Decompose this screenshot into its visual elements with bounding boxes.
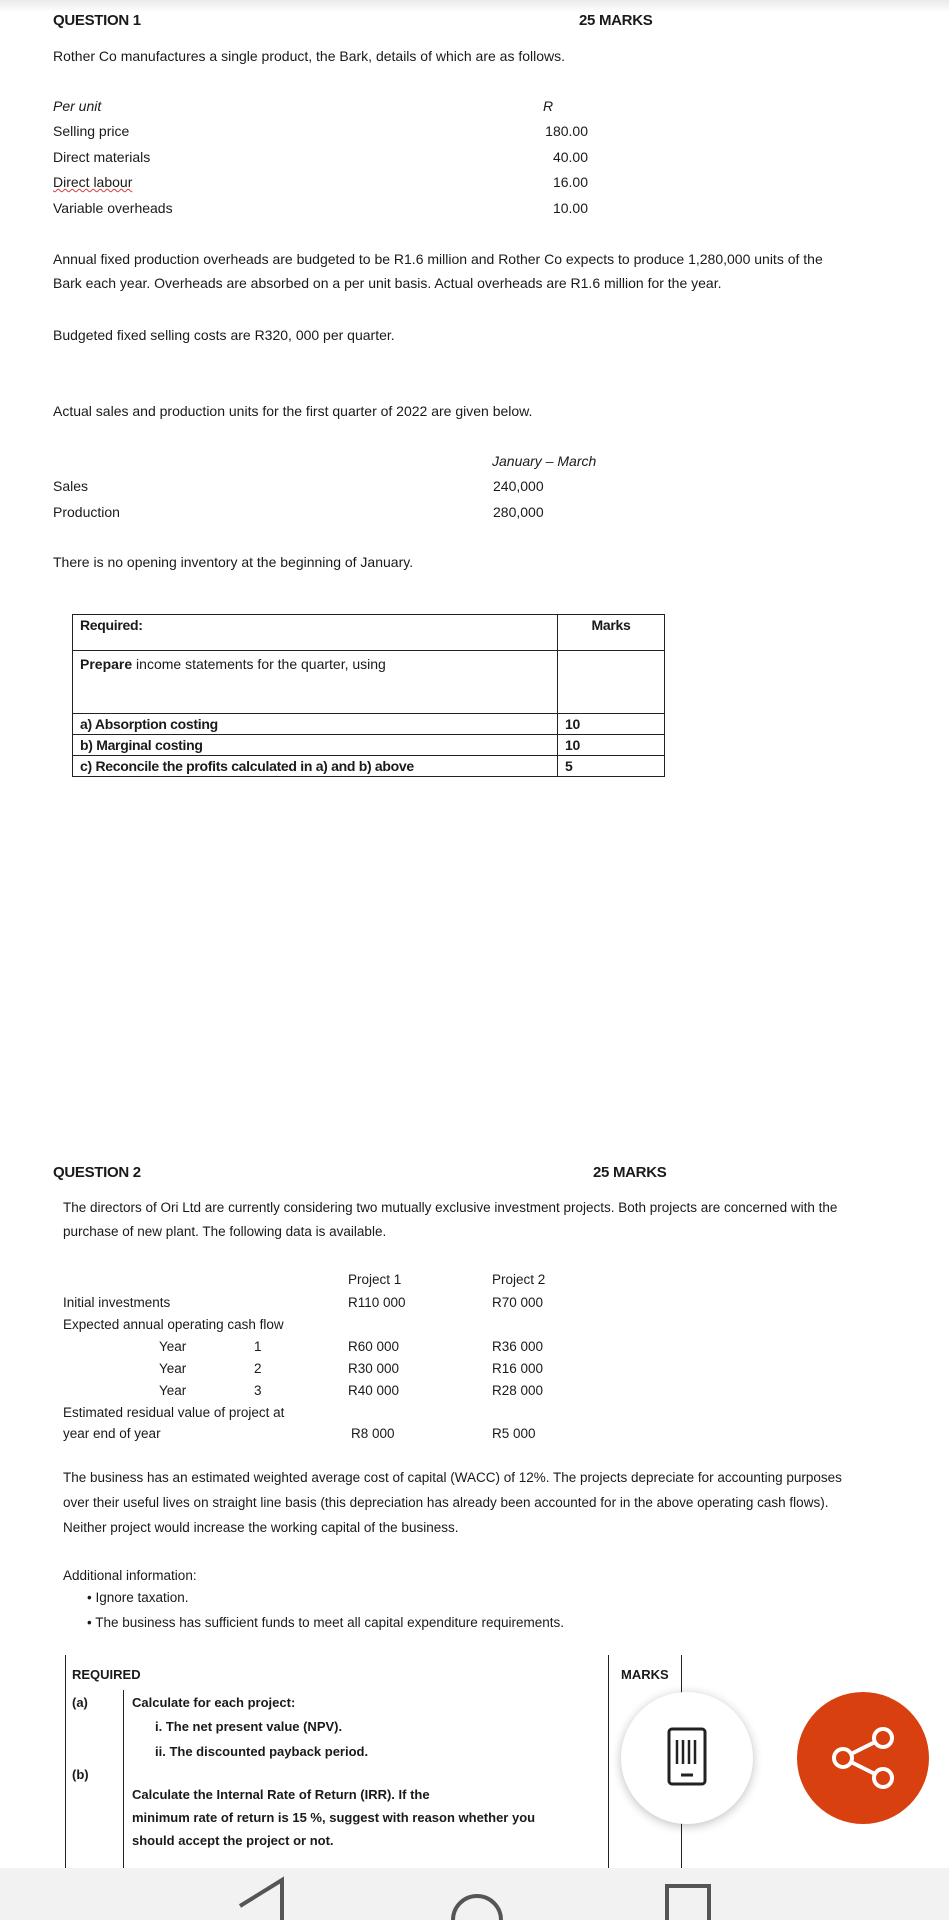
- year-p1: R60 000: [348, 1339, 400, 1354]
- year-label: Year: [159, 1339, 187, 1354]
- required-header: Required:: [73, 615, 558, 651]
- q1-title: QUESTION 1: [53, 12, 141, 29]
- year-p1: R40 000: [348, 1383, 400, 1398]
- part-b-label: (b): [72, 1767, 89, 1782]
- required-item-marks: 10: [558, 735, 665, 756]
- bullet-item: • The business has sufficient funds to meet all capital expenditure requirements.: [87, 1615, 564, 1630]
- back-icon[interactable]: [240, 1880, 282, 1920]
- q2-intro-2: purchase of new plant. The following data is available.: [63, 1224, 387, 1239]
- cost-label: Variable overheads: [53, 200, 173, 216]
- part-a-item: ii. The discounted payback period.: [155, 1744, 369, 1759]
- q1-required-table: [72, 614, 665, 777]
- overheads-text-2: Bark each year. Overheads are absorbed on a per unit basis. Actual overheads are R1.6 million for the year.: [53, 275, 722, 291]
- q2-intro-1: The directors of Ori Ltd are currently considering two mutually exclusive investment projects. Both projects are concerned with the: [63, 1200, 838, 1215]
- marks-header: Marks: [558, 615, 665, 651]
- wacc-text-3: Neither project would increase the working capital of the business.: [63, 1520, 459, 1535]
- year-p2: R28 000: [492, 1383, 544, 1398]
- year-num: 2: [254, 1361, 262, 1376]
- table-line-inner: [123, 1690, 124, 1868]
- residual-label-2: year end of year: [63, 1426, 161, 1441]
- bullet-text: Ignore taxation.: [95, 1590, 189, 1605]
- table-line-left: [65, 1655, 66, 1868]
- selling-costs-text: Budgeted fixed selling costs are R320, 000 per quarter.: [53, 327, 395, 343]
- units-label: Sales: [53, 478, 89, 494]
- q2-required-header: REQUIRED: [72, 1667, 141, 1682]
- recents-icon[interactable]: [667, 1886, 709, 1920]
- prepare-rest: income statements for the quarter, using: [132, 656, 386, 672]
- prepare-text: [73, 651, 558, 714]
- bullet-text: The business has sufficient funds to meet all capital expenditure requirements.: [95, 1615, 564, 1630]
- home-icon[interactable]: [453, 1896, 501, 1920]
- residual-p2: R5 000: [492, 1426, 536, 1441]
- units-value: 240,000: [493, 478, 544, 494]
- cost-label: Direct labour: [53, 174, 133, 190]
- q2-marks-header: MARKS: [621, 1667, 669, 1682]
- residual-p1: R8 000: [351, 1426, 395, 1441]
- year-p1: R30 000: [348, 1361, 400, 1376]
- navigation-bar: [0, 1868, 949, 1920]
- q2-title: QUESTION 2: [53, 1164, 141, 1181]
- cost-label: Direct materials: [53, 149, 151, 165]
- project2-header: Project 2: [492, 1272, 546, 1287]
- prepare-bold: Prepare: [80, 656, 133, 672]
- part-b-text-3: should accept the project or not.: [132, 1833, 334, 1848]
- required-item-marks: 10: [558, 714, 665, 735]
- share-icon: [797, 1692, 929, 1824]
- part-b-text-1: Calculate the Internal Rate of Return (IRR). If the: [132, 1787, 430, 1802]
- part-a-item: i. The net present value (NPV).: [155, 1719, 343, 1734]
- required-item-marks: 5: [558, 756, 665, 777]
- cost-label: Selling price: [53, 123, 130, 139]
- document-icon: [621, 1692, 753, 1824]
- year-num: 1: [254, 1339, 262, 1354]
- q2-marks: 25 MARKS: [593, 1164, 667, 1181]
- additional-header: Additional information:: [63, 1568, 197, 1583]
- part-b-text-2: minimum rate of return is 15 %, suggest with reason whether you: [132, 1810, 536, 1825]
- bullet-item: • Ignore taxation.: [87, 1590, 189, 1605]
- period-header: January – March: [492, 453, 597, 469]
- year-label: Year: [159, 1361, 187, 1376]
- cost-value: 10.00: [552, 200, 588, 216]
- cashflow-label: Expected annual operating cash flow: [63, 1317, 284, 1332]
- share-button[interactable]: [797, 1692, 929, 1824]
- residual-label-1: Estimated residual value of project at: [63, 1405, 285, 1420]
- cost-value: 40.00: [552, 149, 588, 165]
- cost-value: 16.00: [552, 174, 588, 190]
- year-p2: R36 000: [492, 1339, 544, 1354]
- units-label: Production: [53, 504, 120, 520]
- top-status-shadow: [0, 0, 949, 12]
- required-item: b) Marginal costing: [73, 735, 558, 756]
- part-a-title: Calculate for each project:: [132, 1695, 296, 1710]
- actual-intro-text: Actual sales and production units for the first quarter of 2022 are given below.: [53, 403, 533, 419]
- wacc-text-2: over their useful lives on straight line basis (this depreciation has already been accounted for in the above operating cash flows).: [63, 1495, 829, 1510]
- required-item: c) Reconcile the profits calculated in a) and b) above: [73, 756, 558, 777]
- year-num: 3: [254, 1383, 262, 1398]
- initial-label: Initial investments: [63, 1295, 171, 1310]
- project1-header: Project 1: [348, 1272, 402, 1287]
- part-a-label: (a): [72, 1695, 88, 1710]
- initial-p1: R110 000: [348, 1295, 406, 1310]
- currency-header: R: [543, 98, 554, 114]
- table-line-marks-left: [608, 1655, 609, 1868]
- q1-intro: Rother Co manufactures a single product, the Bark, details of which are as follows.: [53, 48, 566, 64]
- initial-p2: R70 000: [492, 1295, 544, 1310]
- cost-value: 180.00: [545, 123, 588, 139]
- prepare-marks-cell: [558, 651, 665, 714]
- year-label: Year: [159, 1383, 187, 1398]
- inventory-note: There is no opening inventory at the beginning of January.: [53, 554, 414, 570]
- year-p2: R16 000: [492, 1361, 544, 1376]
- overheads-text-1: Annual fixed production overheads are budgeted to be R1.6 million and Rother Co expects to produce 1,280,000 units of the: [53, 251, 823, 267]
- per-unit-header: Per unit: [53, 98, 102, 114]
- q1-marks: 25 MARKS: [579, 12, 653, 29]
- required-item: a) Absorption costing: [73, 714, 558, 735]
- units-value: 280,000: [493, 504, 544, 520]
- page-view-button[interactable]: [621, 1692, 753, 1824]
- wacc-text-1: The business has an estimated weighted average cost of capital (WACC) of 12%. The projects depreciate for accounting purposes: [63, 1470, 842, 1485]
